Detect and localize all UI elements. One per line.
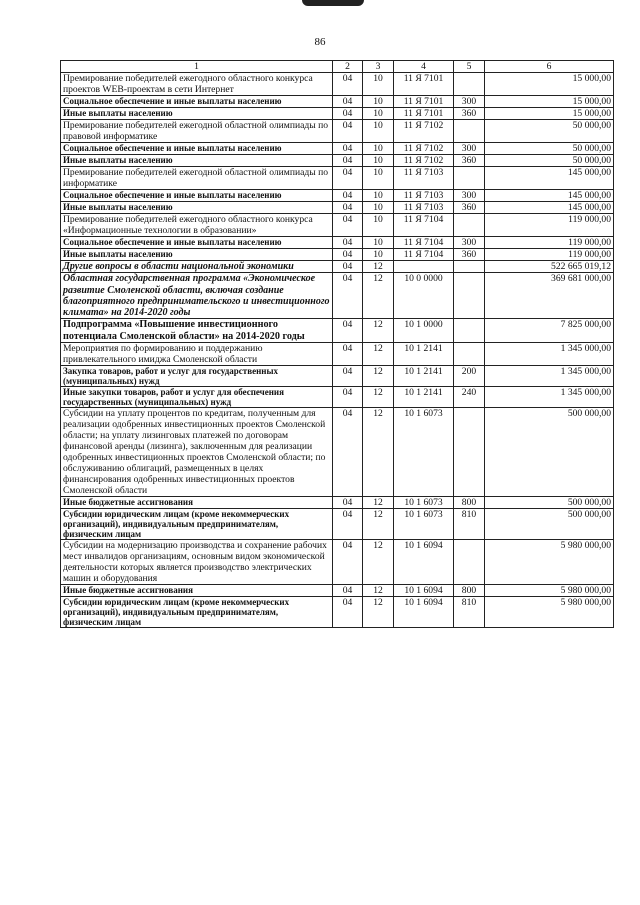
row-name-cell: Премирование победителей ежегодного областного конкурса проектов WEB-проектам в сети Интернет: [61, 73, 333, 96]
row-target-code-cell: 11 Я 7103: [394, 202, 454, 214]
row-subsection-cell: 12: [363, 261, 394, 273]
row-target-code-cell: 11 Я 7101: [394, 96, 454, 108]
row-section-cell: 04: [333, 96, 363, 108]
row-name-cell: Подпрограмма «Повышение инвестиционного потенциала Смоленской области» на 2014-2020 годы: [61, 319, 333, 343]
row-amount-cell: 1 345 000,00: [485, 366, 614, 387]
row-amount-cell: 145 000,00: [485, 190, 614, 202]
row-section-cell: 04: [333, 249, 363, 261]
row-subsection-cell: 10: [363, 202, 394, 214]
row-subsection-cell: 10: [363, 237, 394, 249]
row-section-cell: 04: [333, 387, 363, 408]
row-section-cell: 04: [333, 237, 363, 249]
row-section-cell: 04: [333, 597, 363, 628]
row-name-cell: Премирование победителей ежегодной областной олимпиады по правовой информатике: [61, 120, 333, 143]
row-target-code-cell: 11 Я 7103: [394, 190, 454, 202]
column-header-amount: 6: [485, 61, 614, 73]
row-section-cell: 04: [333, 497, 363, 509]
row-target-code-cell: [394, 261, 454, 273]
row-expense-type-cell: [454, 261, 485, 273]
row-amount-cell: 50 000,00: [485, 143, 614, 155]
table-row: [61, 120, 614, 143]
row-amount-cell: 7 825 000,00: [485, 319, 614, 343]
table-row: [61, 585, 614, 597]
row-amount-cell: 1 345 000,00: [485, 343, 614, 366]
row-target-code-cell: 11 Я 7102: [394, 143, 454, 155]
row-name-cell: Областная государственная программа «Экономическое развитие Смоленской области, включая создание благоприятного предпринимательского и инвестиционного климата» на 2014-2020 годы: [61, 273, 333, 319]
table-row: [61, 261, 614, 273]
column-header-target-code: 4: [394, 61, 454, 73]
row-subsection-cell: 10: [363, 214, 394, 237]
table-row: [61, 249, 614, 261]
table-row: [61, 597, 614, 628]
table-row: [61, 73, 614, 96]
row-expense-type-cell: 810: [454, 509, 485, 540]
row-expense-type-cell: 810: [454, 597, 485, 628]
row-name-cell: Социальное обеспечение и иные выплаты населению: [61, 190, 333, 202]
row-target-code-cell: 10 1 6094: [394, 540, 454, 585]
table-row: [61, 237, 614, 249]
row-amount-cell: 369 681 000,00: [485, 273, 614, 319]
table-row: [61, 155, 614, 167]
row-subsection-cell: 12: [363, 597, 394, 628]
row-amount-cell: 5 980 000,00: [485, 585, 614, 597]
row-target-code-cell: 10 1 2141: [394, 343, 454, 366]
row-section-cell: 04: [333, 108, 363, 120]
row-amount-cell: 145 000,00: [485, 167, 614, 190]
row-amount-cell: 5 980 000,00: [485, 540, 614, 585]
column-header-section: 2: [333, 61, 363, 73]
page-number: 86: [314, 36, 326, 48]
row-expense-type-cell: [454, 408, 485, 497]
row-expense-type-cell: 300: [454, 143, 485, 155]
row-name-cell: Социальное обеспечение и иные выплаты населению: [61, 143, 333, 155]
table-body: [61, 73, 614, 628]
row-amount-cell: 1 345 000,00: [485, 387, 614, 408]
row-subsection-cell: 12: [363, 497, 394, 509]
table-row: [61, 366, 614, 387]
table-row: [61, 143, 614, 155]
row-section-cell: 04: [333, 273, 363, 319]
table-row: [61, 387, 614, 408]
column-header-subsection: 3: [363, 61, 394, 73]
row-name-cell: Иные выплаты населению: [61, 202, 333, 214]
row-name-cell: Иные бюджетные ассигнования: [61, 585, 333, 597]
row-subsection-cell: 12: [363, 408, 394, 497]
row-section-cell: 04: [333, 319, 363, 343]
row-target-code-cell: 11 Я 7102: [394, 155, 454, 167]
row-subsection-cell: 12: [363, 540, 394, 585]
row-target-code-cell: 11 Я 7104: [394, 214, 454, 237]
row-target-code-cell: 10 1 6073: [394, 509, 454, 540]
row-expense-type-cell: 360: [454, 249, 485, 261]
table-row: [61, 509, 614, 540]
row-expense-type-cell: 800: [454, 585, 485, 597]
row-expense-type-cell: 240: [454, 387, 485, 408]
row-expense-type-cell: [454, 273, 485, 319]
row-name-cell: Премирование победителей ежегодной областной олимпиады по информатике: [61, 167, 333, 190]
table-row: [61, 408, 614, 497]
row-target-code-cell: 11 Я 7102: [394, 120, 454, 143]
row-expense-type-cell: [454, 214, 485, 237]
table-row: [61, 96, 614, 108]
row-subsection-cell: 10: [363, 143, 394, 155]
row-subsection-cell: 12: [363, 509, 394, 540]
row-target-code-cell: 10 1 2141: [394, 387, 454, 408]
row-expense-type-cell: [454, 167, 485, 190]
row-amount-cell: 500 000,00: [485, 408, 614, 497]
row-expense-type-cell: 300: [454, 96, 485, 108]
row-name-cell: Иные выплаты населению: [61, 249, 333, 261]
row-name-cell: Иные закупки товаров, работ и услуг для обеспечения государственных (муниципальных) нужд: [61, 387, 333, 408]
row-expense-type-cell: 300: [454, 190, 485, 202]
row-expense-type-cell: [454, 319, 485, 343]
table-row: [61, 167, 614, 190]
row-subsection-cell: 12: [363, 366, 394, 387]
row-section-cell: 04: [333, 540, 363, 585]
row-target-code-cell: 11 Я 7101: [394, 73, 454, 96]
row-section-cell: 04: [333, 120, 363, 143]
row-name-cell: Иные выплаты населению: [61, 108, 333, 120]
row-section-cell: 04: [333, 366, 363, 387]
row-target-code-cell: 11 Я 7101: [394, 108, 454, 120]
row-name-cell: Иные бюджетные ассигнования: [61, 497, 333, 509]
row-subsection-cell: 12: [363, 343, 394, 366]
row-expense-type-cell: 800: [454, 497, 485, 509]
row-section-cell: 04: [333, 585, 363, 597]
row-name-cell: Социальное обеспечение и иные выплаты населению: [61, 96, 333, 108]
row-amount-cell: 50 000,00: [485, 155, 614, 167]
row-expense-type-cell: [454, 540, 485, 585]
table-row: [61, 190, 614, 202]
row-name-cell: Социальное обеспечение и иные выплаты населению: [61, 237, 333, 249]
row-section-cell: 04: [333, 167, 363, 190]
row-section-cell: 04: [333, 73, 363, 96]
row-name-cell: Субсидии юридическим лицам (кроме некоммерческих организаций), индивидуальным предпринимателям, физическим лицам: [61, 597, 333, 628]
row-target-code-cell: 10 1 6094: [394, 597, 454, 628]
row-subsection-cell: 12: [363, 273, 394, 319]
row-expense-type-cell: 360: [454, 202, 485, 214]
table-row: [61, 343, 614, 366]
row-subsection-cell: 10: [363, 190, 394, 202]
row-section-cell: 04: [333, 214, 363, 237]
row-target-code-cell: 10 1 6073: [394, 408, 454, 497]
row-target-code-cell: 10 1 6094: [394, 585, 454, 597]
row-amount-cell: 15 000,00: [485, 73, 614, 96]
row-expense-type-cell: [454, 73, 485, 96]
row-section-cell: 04: [333, 202, 363, 214]
row-name-cell: Мероприятия по формированию и поддержанию привлекательного имиджа Смоленской области: [61, 343, 333, 366]
table-row: [61, 540, 614, 585]
row-amount-cell: 145 000,00: [485, 202, 614, 214]
row-amount-cell: 500 000,00: [485, 497, 614, 509]
row-target-code-cell: 11 Я 7104: [394, 249, 454, 261]
table-row: [61, 497, 614, 509]
row-name-cell: Закупка товаров, работ и услуг для государственных (муниципальных) нужд: [61, 366, 333, 387]
row-amount-cell: 15 000,00: [485, 96, 614, 108]
table-row: [61, 319, 614, 343]
column-header-name: 1: [61, 61, 333, 73]
row-amount-cell: 119 000,00: [485, 214, 614, 237]
row-subsection-cell: 10: [363, 167, 394, 190]
row-subsection-cell: 10: [363, 249, 394, 261]
row-subsection-cell: 10: [363, 155, 394, 167]
row-target-code-cell: 11 Я 7104: [394, 237, 454, 249]
table-row: [61, 214, 614, 237]
row-expense-type-cell: 360: [454, 155, 485, 167]
table-row: [61, 202, 614, 214]
row-section-cell: 04: [333, 155, 363, 167]
row-amount-cell: 15 000,00: [485, 108, 614, 120]
row-name-cell: Иные выплаты населению: [61, 155, 333, 167]
row-expense-type-cell: 200: [454, 366, 485, 387]
row-target-code-cell: 10 1 2141: [394, 366, 454, 387]
row-expense-type-cell: 300: [454, 237, 485, 249]
row-amount-cell: 522 665 019,12: [485, 261, 614, 273]
row-amount-cell: 500 000,00: [485, 509, 614, 540]
row-amount-cell: 5 980 000,00: [485, 597, 614, 628]
row-amount-cell: 50 000,00: [485, 120, 614, 143]
column-header-expense-type: 5: [454, 61, 485, 73]
row-subsection-cell: 10: [363, 73, 394, 96]
table-row: [61, 273, 614, 319]
row-section-cell: 04: [333, 509, 363, 540]
row-target-code-cell: 10 1 6073: [394, 497, 454, 509]
row-subsection-cell: 10: [363, 108, 394, 120]
row-name-cell: Другие вопросы в области национальной экономики: [61, 261, 333, 273]
table-header-row: [61, 61, 614, 73]
table-row: [61, 108, 614, 120]
row-target-code-cell: 10 1 0000: [394, 319, 454, 343]
row-name-cell: Субсидии на модернизацию производства и сохранение рабочих мест инвалидов организациям, основным видом экономической деятельности которых является производство электрических машин и оборудования: [61, 540, 333, 585]
row-subsection-cell: 12: [363, 585, 394, 597]
row-name-cell: Премирование победителей ежегодного областного конкурса «Информационные технологии в образовании»: [61, 214, 333, 237]
row-section-cell: 04: [333, 190, 363, 202]
row-subsection-cell: 10: [363, 120, 394, 143]
row-amount-cell: 119 000,00: [485, 237, 614, 249]
row-target-code-cell: 11 Я 7103: [394, 167, 454, 190]
row-expense-type-cell: 360: [454, 108, 485, 120]
row-subsection-cell: 10: [363, 96, 394, 108]
row-section-cell: 04: [333, 143, 363, 155]
row-section-cell: 04: [333, 261, 363, 273]
row-amount-cell: 119 000,00: [485, 249, 614, 261]
row-name-cell: Субсидии на уплату процентов по кредитам, полученным для реализации одобренных инвестиционных проектов Смоленской области; на уплату лизинговых платежей по договорам финансовой аренды (лизинга), заключенным для реализации одобренных инвестиционных проектов Смоленской области; по обслуживанию облигаций, размещенных в целях финансирования одобренных инвестиционных проектов Смоленской области: [61, 408, 333, 497]
row-expense-type-cell: [454, 343, 485, 366]
budget-table: [60, 60, 614, 628]
row-expense-type-cell: [454, 120, 485, 143]
row-target-code-cell: 10 0 0000: [394, 273, 454, 319]
row-name-cell: Субсидии юридическим лицам (кроме некоммерческих организаций), индивидуальным предпринимателям, физическим лицам: [61, 509, 333, 540]
binding-mark: [302, 0, 364, 6]
row-subsection-cell: 12: [363, 319, 394, 343]
row-section-cell: 04: [333, 343, 363, 366]
row-subsection-cell: 12: [363, 387, 394, 408]
row-section-cell: 04: [333, 408, 363, 497]
